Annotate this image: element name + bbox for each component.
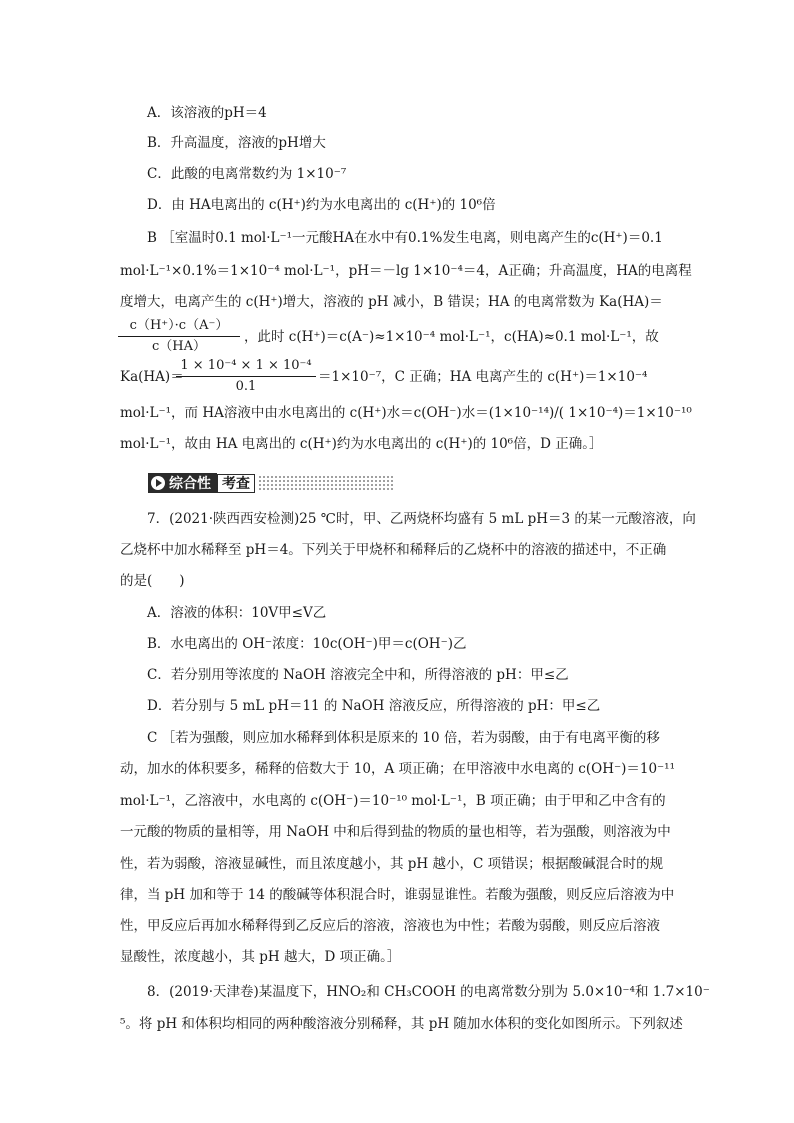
q8-stem-line-1: 8．(2019·天津卷)某温度下，HNO₂和 CH₃COOH 的电离常数分别为 5.0×10⁻⁴和 1.7×10⁻ xyxy=(147,984,710,1000)
q7-answer-line-1: C ［若为强酸，则应加水稀释到体积是原来的 10 倍，若为弱酸，由于有电离平衡的移 xyxy=(147,730,660,746)
section-title: 综合性 xyxy=(169,476,211,492)
q7-answer-line-2: 动，加水的体积要多，稀释的倍数大于 10，A 项正确；在甲溶液中水电离的 c(OH⁻)＝10⁻¹¹ xyxy=(120,761,675,777)
play-icon xyxy=(151,476,165,490)
ka-fraction-1-denominator: c（HA） xyxy=(151,339,206,354)
q7-option-c: C．若分别用等浓度的 NaOH 溶液完全中和，所得溶液的 pH：甲≤乙 xyxy=(147,667,569,683)
q7-option-b: B．水电离出的 OH⁻浓度：10c(OH⁻)甲＝c(OH⁻)乙 xyxy=(147,636,467,652)
dotted-decoration xyxy=(258,475,393,491)
q6-answer-line-4: ，此时 c(H⁺)＝c(A⁻)≈1×10⁻⁴ mol·L⁻¹，c(HA)≈0.1 mol·L⁻¹，故 xyxy=(244,329,659,345)
q6-answer-line-7: mol·L⁻¹，故由 HA 电离出的 c(H⁺)约为水电离出的 c(H⁺)的 10⁶倍，D 正确。］ xyxy=(120,436,603,452)
q6-answer-line-1: B ［室温时0.1 mol·L⁻¹一元酸HA在水中有0.1%发生电离，则电离产生的c(H⁺)＝0.1 xyxy=(147,230,663,246)
q7-answer-line-7: 性，甲反应后再加水稀释得到乙反应后的溶液，溶液也为中性；若酸为弱酸，则反应后溶液 xyxy=(120,918,660,934)
q7-answer-line-3: mol·L⁻¹，乙溶液中，水电离的 c(OH⁻)＝10⁻¹⁰ mol·L⁻¹，B 项正确；由于甲和乙中含有的 xyxy=(120,793,666,809)
ka-fraction-2 xyxy=(176,358,316,395)
section-header-title-box xyxy=(148,473,217,493)
q7-option-a: A．溶液的体积：10V甲≤V乙 xyxy=(147,605,327,621)
section-subtitle: 考查 xyxy=(217,474,255,493)
q6-answer-line-5: ＝1×10⁻⁷，C 正确；HA 电离产生的 c(H⁺)＝1×10⁻⁴ xyxy=(318,369,648,385)
q6-answer-line-5-prefix: Ka(HA)＝ xyxy=(120,369,184,385)
q7-answer-line-4: 一元酸的物质的量相等，用 NaOH 中和后得到盐的物质的量也相等，若为强酸，则溶液为中 xyxy=(120,824,671,840)
q6-answer-line-2: mol·L⁻¹×0.1%＝1×10⁻⁴ mol·L⁻¹，pH＝－lg 1×10⁻⁴＝4，A正确；升高温度，HA的电离程 xyxy=(120,263,692,279)
q6-option-d: D．由 HA电离出的 c(H⁺)约为水电离出的 c(H⁺)的 10⁶倍 xyxy=(147,197,496,213)
q8-stem-line-2: ⁵。将 pH 和体积均相同的两种酸溶液分别稀释，其 pH 随加水体积的变化如图所示。下列叙述 xyxy=(120,1016,683,1032)
q7-stem-line-2: 乙烧杯中加水稀释至 pH＝4。下列关于甲烧杯和稀释后的乙烧杯中的溶液的描述中，不正确 xyxy=(120,542,667,558)
q6-answer-line-3: 度增大，电离产生的 c(H⁺)增大，溶液的 pH 减小，B 错误；HA 的电离常数为 Ka(HA)＝ xyxy=(120,294,663,310)
q7-stem-line-1: 7．(2021·陕西西安检测)25 ℃时，甲、乙两烧杯均盛有 5 mL pH＝3 的某一元酸溶液，向 xyxy=(147,511,696,527)
ka-fraction-2-numerator: 1 × 10⁻⁴ × 1 × 10⁻⁴ xyxy=(176,358,316,377)
ka-fraction-1-numerator: c（H⁺）·c（A⁻） xyxy=(118,318,240,337)
ka-fraction-2-denominator: 0.1 xyxy=(235,379,257,394)
q7-answer-line-5: 性，若为弱酸，溶液显碱性，而且浓度越小，其 pH 越小，C 项错误；根据酸碱混合时的规 xyxy=(120,856,664,872)
q7-answer-line-6: 律，当 pH 加和等于 14 的酸碱等体积混合时，谁弱显谁性。若酸为强酸，则反应后溶液为中 xyxy=(120,887,675,903)
q6-option-b: B．升高温度，溶液的pH增大 xyxy=(147,135,326,151)
q6-option-c: C．此酸的电离常数约为 1×10⁻⁷ xyxy=(147,166,347,182)
q6-answer-line-6: mol·L⁻¹，而 HA溶液中由水电离出的 c(H⁺)水＝c(OH⁻)水＝(1×10⁻¹⁴)/( 1×10⁻⁴)＝1×10⁻¹⁰ xyxy=(120,405,692,421)
q7-option-d: D．若分别与 5 mL pH＝11 的 NaOH 溶液反应，所得溶液的 pH：甲≤乙 xyxy=(147,698,601,714)
ka-fraction-1 xyxy=(118,318,240,355)
section-header-comprehensive xyxy=(148,473,393,493)
q6-option-a: A．该溶液的pH＝4 xyxy=(147,105,267,121)
q7-stem-line-3: 的是( ) xyxy=(120,573,185,589)
q7-answer-line-8: 显酸性，浓度越小，其 pH 越大，D 项正确。］ xyxy=(120,949,401,965)
